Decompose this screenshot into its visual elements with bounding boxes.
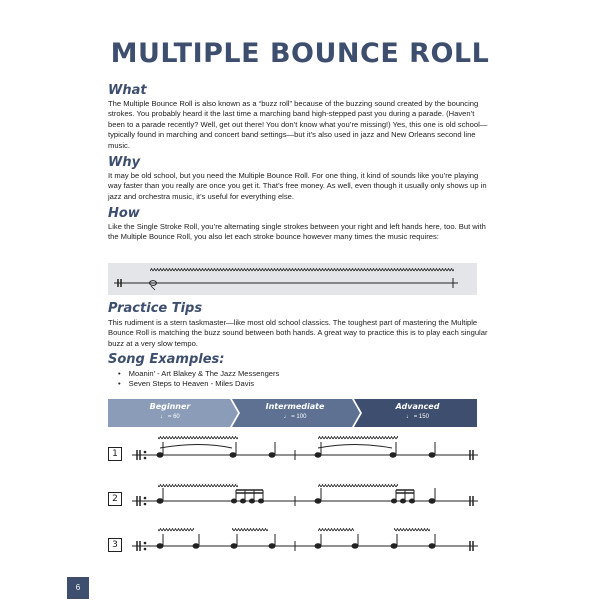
beginner-tempo: ♩ = 60 [160,414,180,420]
exercise-2-staff [132,483,478,506]
exercise-1-staff [132,436,478,460]
song-examples-heading: Song Examples: [108,352,225,367]
song-item: • Moanin’ - Art Blakey & The Jazz Messengers [118,369,279,379]
why-text: It may be old school, but you need the Multiple Bounce Roll. For one thing, it kind of sounds like you’re playing way faster than you really are once you get it. That’s free money. As well, even though it usually only shows up in jazz and orchestra music, it’s useful for everything else. [108,171,487,201]
advanced-tempo: ♩ = 150 [406,414,429,420]
intermediate-tempo: ♩ = 100 [283,414,307,420]
page-number: 6 [67,577,89,599]
what-text: The Multiple Bounce Roll is also known as a “buzz roll” because of the buzzing sound created by the bouncing strokes. You probably heard it the last time a marching band high-stepped past you during a parade. (Haven’t been to a parade recently? Well, get out there! You don’t know what you’re missing!) Yes, this one is old school—typically found in marching and concert band settings—but it’s also used in jazz and New Orleans second line music. [108,99,488,150]
exercise-number: 2 [108,492,122,506]
beginner-label: Beginner [149,402,191,411]
exercise-number: 3 [108,538,122,552]
exercise-number: 1 [108,447,122,461]
practice-tips-heading: Practice Tips [108,301,203,316]
how-heading: How [108,206,140,221]
exercise-3-staff [132,528,478,551]
page-title: MULTIPLE BOUNCE ROLL [110,38,490,69]
practice-tips-text: This rudiment is a stern taskmaster—like most old school classics. The toughest part of mastering the Multiple Bounce Roll is matching the buzz sound between both hands. A great way to practice this is to play each singular buzz at a very slow tempo. [108,318,488,348]
why-heading: Why [108,155,141,170]
how-example-staff [114,268,458,290]
song-item: • Seven Steps to Heaven - Miles Davis [118,379,279,389]
what-heading: What [108,83,147,98]
advanced-label: Advanced [395,402,440,411]
intermediate-label: Intermediate [265,402,325,411]
how-text: Like the Single Stroke Roll, you’re alternating single strokes between your right and left hands here, too. But with the Multiple Bounce Roll, you also let each stroke bounce however many times the music requires: [108,222,486,242]
